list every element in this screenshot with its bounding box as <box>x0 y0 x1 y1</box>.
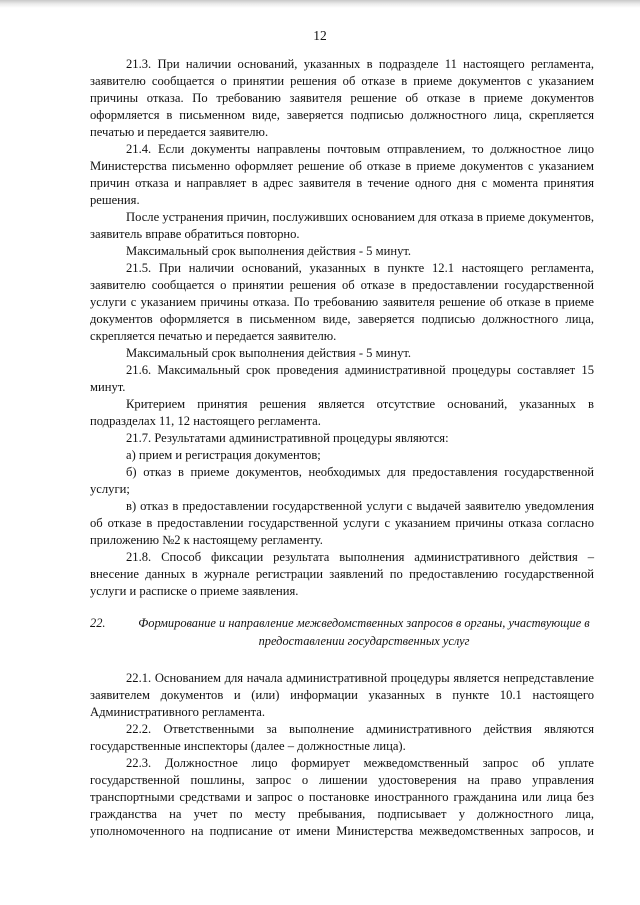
paragraph: Критерием принятия решения является отсутствие оснований, указанных в подразделах 11, 12 настоящего регламента. <box>90 397 594 428</box>
section-22-paragraphs <box>90 670 594 840</box>
paragraph: Максимальный срок выполнения действия - 5 минут. <box>126 346 412 360</box>
section-heading-number: 22. <box>90 616 106 630</box>
paragraph: 21.5. При наличии оснований, указанных в пункте 12.1 настоящего регламента, заявителю сообщается о принятии решения об отказе в предоставлении государственной услуги с указанием причины отказа. По требованию заявителя решение об отказе в приеме документов оформляется в письменном виде, заверяется подписью должностного лица, скрепляется печатью и передается заявителю. <box>90 261 594 343</box>
scan-edge-shadow <box>0 0 640 8</box>
section-21-paragraphs <box>90 56 594 600</box>
paragraph: 22.3. Должностное лицо формирует межведомственный запрос об уплате государственной пошлины, запрос о лишении удостоверения на право управления транспортными средствами и запрос о постановке иностранного гражданина или лица без гражданства на учет по месту пребывания, подписывает у должностного лица, уполномоченного на подписание от имени Министерства межведомственных запросов, и <box>90 756 594 838</box>
paragraph: 21.3. При наличии оснований, указанных в подразделе 11 настоящего регламента, заявителю сообщается о принятии решения об отказе в приеме документов с указанием причины отказа. По требованию заявителя решение об отказе в приеме документов оформляется в письменном виде, заверяется подписью должностного лица, скрепляется печатью и передается заявителю. <box>90 57 594 139</box>
paragraph: в) отказ в предоставлении государственной услуги с выдачей заявителю уведомления об отказе в предоставлении государственной услуги с указанием причины отказа согласно приложению №2 к настоящему регламенту. <box>90 499 594 547</box>
paragraph: 21.6. Максимальный срок проведения административной процедуры составляет 15 минут. <box>90 363 594 394</box>
paragraph: 21.8. Способ фиксации результата выполнения административного действия – внесение данных в журнале регистрации заявлений по предоставлению государственной услуги и расписке о приеме заявления. <box>90 550 594 598</box>
document-body <box>90 56 594 840</box>
paragraph: 22.2. Ответственными за выполнение административного действия являются государственные инспекторы (далее – должностные лица). <box>90 722 594 753</box>
paragraph: а) прием и регистрация документов; <box>126 448 321 462</box>
section-heading-title: Формирование и направление межведомственных запросов в органы, участвующие в предоставлении государственных услуг <box>138 616 590 648</box>
paragraph: б) отказ в приеме документов, необходимых для предоставления государственной услуги; <box>90 465 594 496</box>
paragraph: После устранения причин, послуживших основанием для отказа в приеме документов, заявитель вправе обратиться повторно. <box>90 210 594 241</box>
paragraph: 22.1. Основанием для начала административной процедуры является непредставление заявителем документов и (или) информации указанных в пункте 10.1 настоящего Административного регламента. <box>90 671 594 719</box>
section-heading <box>90 614 594 650</box>
paragraph: 21.4. Если документы направлены почтовым отправлением, то должностное лицо Министерства письменно оформляет решение об отказе в приеме документов с указанием причин отказа и направляет в адрес заявителя в течение одного дня с момента принятия решения. <box>90 142 594 207</box>
page-number: 12 <box>313 28 327 43</box>
paragraph: 21.7. Результатами административной процедуры являются: <box>126 431 449 445</box>
paragraph: Максимальный срок выполнения действия - 5 минут. <box>126 244 412 258</box>
